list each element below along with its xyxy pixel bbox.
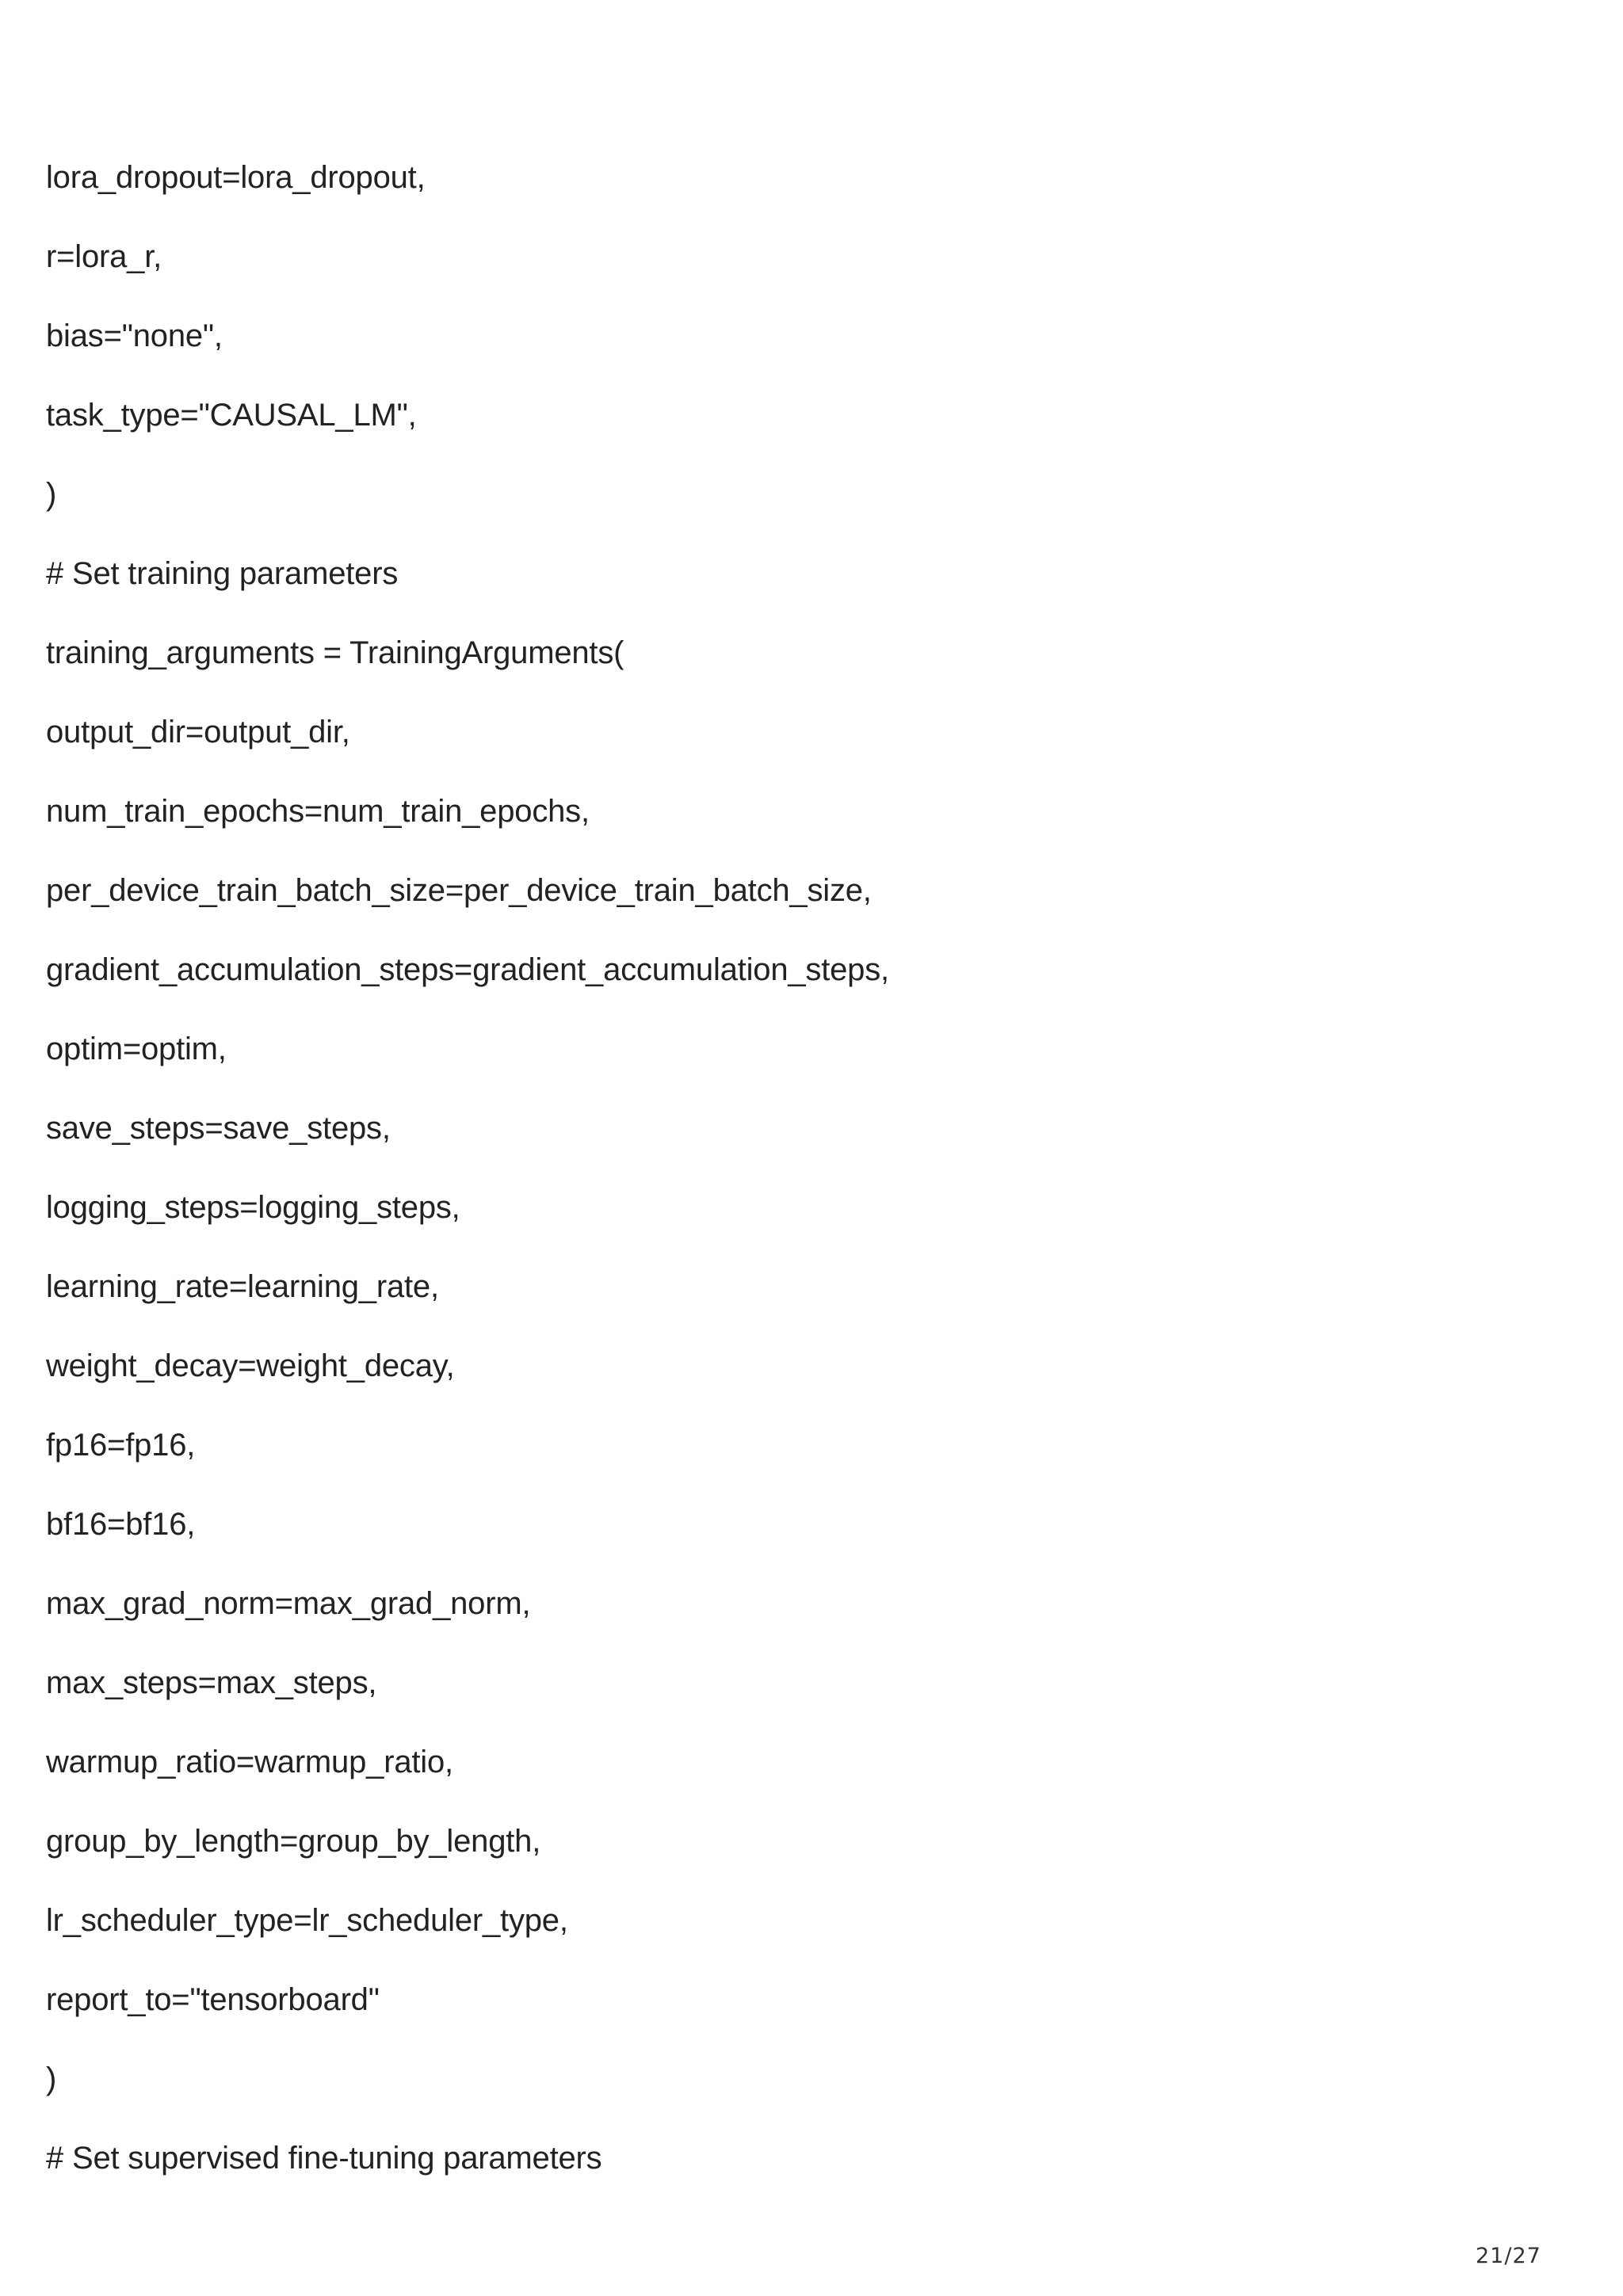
code-line: r=lora_r, xyxy=(46,239,162,274)
code-line: bias="none", xyxy=(46,318,223,353)
code-line: num_train_epochs=num_train_epochs, xyxy=(46,794,590,829)
code-line: ) xyxy=(46,2061,57,2096)
code-line: max_steps=max_steps, xyxy=(46,1665,377,1700)
code-line: max_grad_norm=max_grad_norm, xyxy=(46,1586,531,1621)
code-line: gradient_accumulation_steps=gradient_accumulation_steps, xyxy=(46,952,889,987)
code-line: output_dir=output_dir, xyxy=(46,715,350,749)
code-line: warmup_ratio=warmup_ratio, xyxy=(46,1745,453,1779)
code-comment: # Set supervised fine-tuning parameters xyxy=(46,2141,602,2176)
code-listing xyxy=(46,151,889,2210)
code-line: weight_decay=weight_decay, xyxy=(46,1348,455,1383)
code-comment: # Set training parameters xyxy=(46,556,399,591)
code-line: training_arguments = TrainingArguments( xyxy=(46,635,624,670)
code-line: fp16=fp16, xyxy=(46,1428,196,1463)
code-line: lora_dropout=lora_dropout, xyxy=(46,160,426,195)
code-line: report_to="tensorboard" xyxy=(46,1982,380,2017)
code-line: save_steps=save_steps, xyxy=(46,1111,391,1146)
code-line: learning_rate=learning_rate, xyxy=(46,1269,439,1304)
code-line: per_device_train_batch_size=per_device_train_batch_size, xyxy=(46,873,872,908)
code-line: lr_scheduler_type=lr_scheduler_type, xyxy=(46,1903,568,1938)
code-line: task_type="CAUSAL_LM", xyxy=(46,398,417,433)
code-line: logging_steps=logging_steps, xyxy=(46,1190,460,1225)
code-line: optim=optim, xyxy=(46,1032,227,1066)
page-number: 21/27 xyxy=(1476,2244,1541,2268)
code-line: bf16=bf16, xyxy=(46,1507,196,1542)
code-line: ) xyxy=(46,477,57,512)
code-line: group_by_length=group_by_length, xyxy=(46,1824,541,1859)
